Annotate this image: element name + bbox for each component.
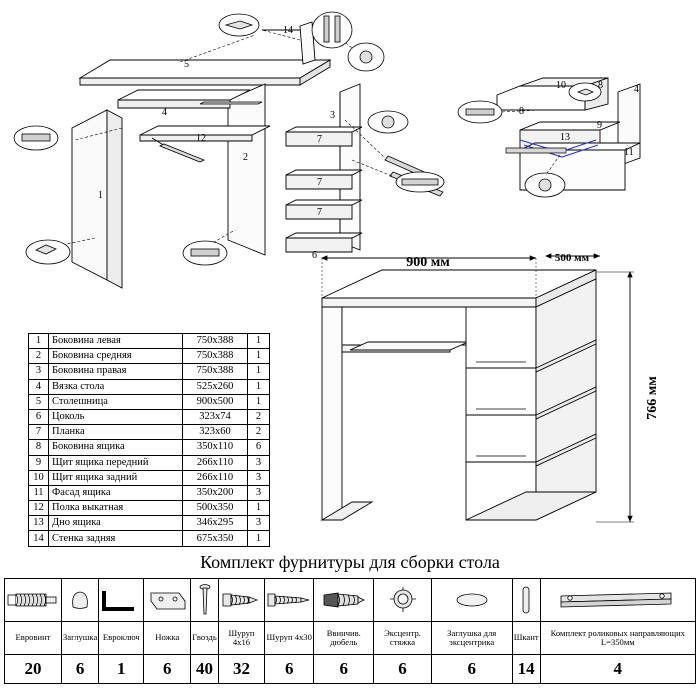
kit-item-name: Евроключ [99,622,144,655]
kit-item-count: 4 [540,655,695,684]
kit-item-count: 6 [265,655,314,684]
screw-in-dowel-icon [314,579,374,622]
kit-item-count: 40 [191,655,218,684]
svg-text:8: 8 [598,80,603,91]
table-row: 12 Полка выкатная 500х350 1 [29,501,270,516]
height-dimension-label: 766 мм [645,376,660,420]
table-row: 10 Щит ящика задний 266х110 3 [29,470,270,485]
hardware-kit-title: Комплект фурнитуры для сборки стола [200,552,500,572]
table-row: 14 Стенка задняя 675х350 1 [29,531,270,546]
dowel-icon [512,579,540,622]
svg-text:7: 7 [317,177,322,188]
kit-item-name: Евровинт [5,622,62,655]
kit-item-count: 6 [431,655,512,684]
table-row: 8 Боковина ящика 350х110 6 [29,440,270,455]
svg-text:13: 13 [560,132,570,143]
kit-item-count: 32 [218,655,264,684]
nail-icon [191,579,218,622]
parts-table [28,333,270,547]
euro-key-icon [99,579,144,622]
depth-dimension-label: 500 мм [554,252,590,264]
svg-text:3: 3 [330,110,335,121]
kit-item-name: Эксцентр. стяжка [374,622,431,655]
kit-item-name: Ножка [144,622,191,655]
svg-text:6: 6 [312,250,317,261]
kit-item-name: Гвоздь [191,622,218,655]
kit-item-name: Комплект роликовых направляющих L=350мм [540,622,695,655]
svg-text:8: 8 [519,106,524,117]
screw-4x30-icon [265,579,314,622]
euro-screw-icon [5,579,62,622]
table-row: 4 Вязка стола 525х260 1 [29,379,270,394]
dimensioned-drawing [300,250,700,550]
kit-item-name: Ввинчив. дюбель [314,622,374,655]
kit-item-name: Шуруп 4х16 [218,622,264,655]
svg-text:9: 9 [597,120,602,131]
kit-item-count: 6 [144,655,191,684]
table-row: 9 Щит ящика передний 266х110 3 [29,455,270,470]
kit-item-name: Шкант [512,622,540,655]
table-row: 1 Боковина левая 750х388 1 [29,334,270,349]
svg-text:10: 10 [556,80,566,91]
table-row: 11 Фасад ящика 350х200 3 [29,485,270,500]
table-row: 5 Столешница 900х500 1 [29,394,270,409]
kit-item-count: 6 [62,655,99,684]
svg-text:5: 5 [184,59,189,70]
kit-item-name: Шуруп 4х30 [265,622,314,655]
table-row: 7 Планка 323х60 2 [29,425,270,440]
drawer-slides-icon [540,579,695,622]
width-dimension-label: 900 мм [406,255,450,270]
screw-4x16-icon [218,579,264,622]
exploded-view-diagram [0,0,700,290]
svg-text:4: 4 [634,84,639,95]
svg-text:2: 2 [243,152,248,163]
svg-text:14: 14 [283,25,293,36]
svg-text:12: 12 [196,133,206,144]
table-row: 6 Цоколь 323х74 2 [29,409,270,424]
kit-item-name: Заглушка для эксцентрика [431,622,512,655]
kit-item-count: 20 [5,655,62,684]
kit-item-count: 6 [314,655,374,684]
table-row: 13 Дно ящика 346х295 3 [29,516,270,531]
svg-text:1: 1 [98,190,103,201]
svg-text:11: 11 [624,147,634,158]
eccentric-cap-icon [431,579,512,622]
svg-text:7: 7 [317,134,322,145]
table-row: 3 Боковина правая 750х388 1 [29,364,270,379]
kit-item-name: Заглушка [62,622,99,655]
kit-item-count: 1 [99,655,144,684]
cap-plug-icon [62,579,99,622]
hardware-kit-table [4,578,696,684]
leg-icon [144,579,191,622]
table-row: 2 Боковина средняя 750х388 1 [29,349,270,364]
kit-item-count: 14 [512,655,540,684]
kit-item-count: 6 [374,655,431,684]
svg-text:7: 7 [317,207,322,218]
eccentric-tie-icon [374,579,431,622]
svg-text:4: 4 [162,107,167,118]
